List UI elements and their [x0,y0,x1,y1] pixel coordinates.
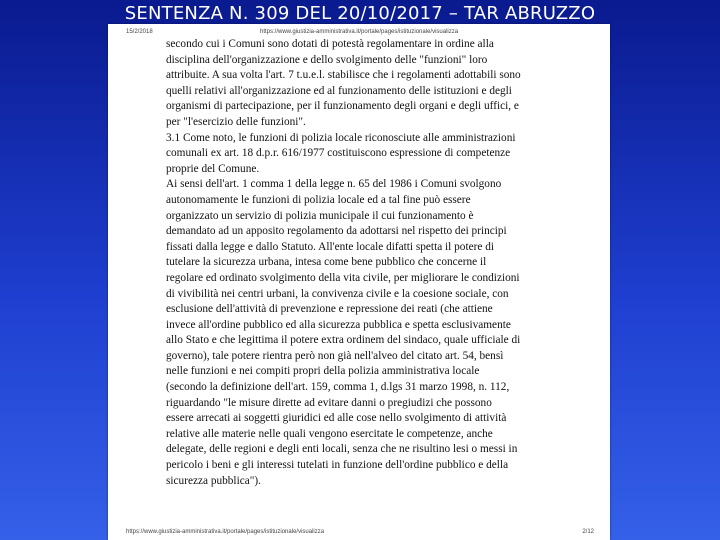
document-text-line: tutelare la sicurezza urbana, intesa come bene pubblico che concerne il [166,256,487,269]
document-text-line: (secondo la definizione dell'art. 159, comma 1, d.lgs 31 marzo 1998, n. 112, [166,381,510,394]
document-text-line: autonomamente le funzioni di polizia locale ed a tal fine può essere [166,193,471,206]
document-body-text [166,37,546,489]
document-text-line: essere arrecati ai soggetti giuridici ed alle cose nello svolgimento di attività [166,412,507,425]
document-text-line: di vivibilità nei centri urbani, la convivenza civile e la coesione sociale, con [166,287,509,300]
document-text-line: secondo cui i Comuni sono dotati di potestà regolamentare in ordine alla [166,38,494,50]
document-text-line: esclusione dell'attività di prevenzione e repressione dei reati (che attiene [166,303,493,316]
document-text-line: comunali ex art. 18 d.p.r. 616/1977 costituiscono espressione di competenze [166,147,511,160]
document-text-line: riguardando "le misure dirette ad evitare danni o pregiudizi che possono [166,396,492,409]
document-text-line: allo Stato e che legittima il potere extra ordinem del sindaco, quale ufficiale di [166,334,521,347]
document-text-line: attribuite. A sua volta l'art. 7 t.u.e.l. stabilisce che i regolamenti adottabili sono [166,69,521,82]
document-text-line: delegate, delle regioni e degli enti locali, senza che ne risultino lesi o messi in [166,443,518,456]
document-text-line: 3.1 Come noto, le funzioni di polizia locale riconosciute alle amministrazioni [166,131,516,144]
document-text-line: demandato ad un apposito regolamento da adottarsi nel rispetto dei principi [166,225,507,238]
header-url: https://www.giustizia-amministrativa.it/portale/pages/istituzionale/visualizza [260,29,459,35]
header-date: 15/2/2018 [126,29,153,35]
document-text-line: quelli relativi all'organizzazione ed al funzionamento delle istituzioni e degli [166,84,512,97]
document-text-line: relative alle materie nelle quali vengono esercitate le competenze, anche [166,427,493,440]
document-text-line: organizzato un servizio di polizia municipale il cui funzionamento è [166,209,474,222]
document-text-line: Ai sensi dell'art. 1 comma 1 della legge n. 65 del 1986 i Comuni svolgono [166,178,502,191]
document-text-line: disciplina dell'organizzazione e dello svolgimento delle "funzioni" loro [166,53,488,66]
document-footer [126,529,594,539]
document-text-line: pericolo i beni e gli interessi tutelati in funzione dell'ordine pubblico e della [166,459,509,472]
document-text-line: per "l'esercizio delle funzioni". [166,115,306,128]
slide-title: SENTENZA N. 309 DEL 20/10/2017 – TAR ABRUZZO [124,3,596,24]
document-text-line: governo), tale potere rientra però non già nell'alveo del citato art. 54, bensì [166,349,504,362]
document-text-line: organismi di partecipazione, per il funzionamento degli organi e degli uffici, e [166,100,519,113]
footer-page-number: 2/12 [582,529,594,535]
document-text-line: invece all'ordine pubblico ed alla sicurezza pubblica e spetta esclusivamente [166,318,511,331]
document-text-line: nelle funzioni e nei compiti propri della polizia amministrativa locale [166,365,480,378]
document-text-line: sicurezza pubblica"). [166,474,261,487]
document-text-line: fissati dalla legge e dallo Statuto. All'ente locale difatti spetta il potere di [166,240,494,253]
document-text-line: regolare ed ordinato svolgimento della vita civile, per migliorare le condizioni [166,271,520,284]
document-page-image [108,24,610,540]
document-text-line: proprie del Comune. [166,162,260,175]
footer-url: https://www.giustizia-amministrativa.it/portale/pages/istituzionale/visualizza [126,529,325,535]
